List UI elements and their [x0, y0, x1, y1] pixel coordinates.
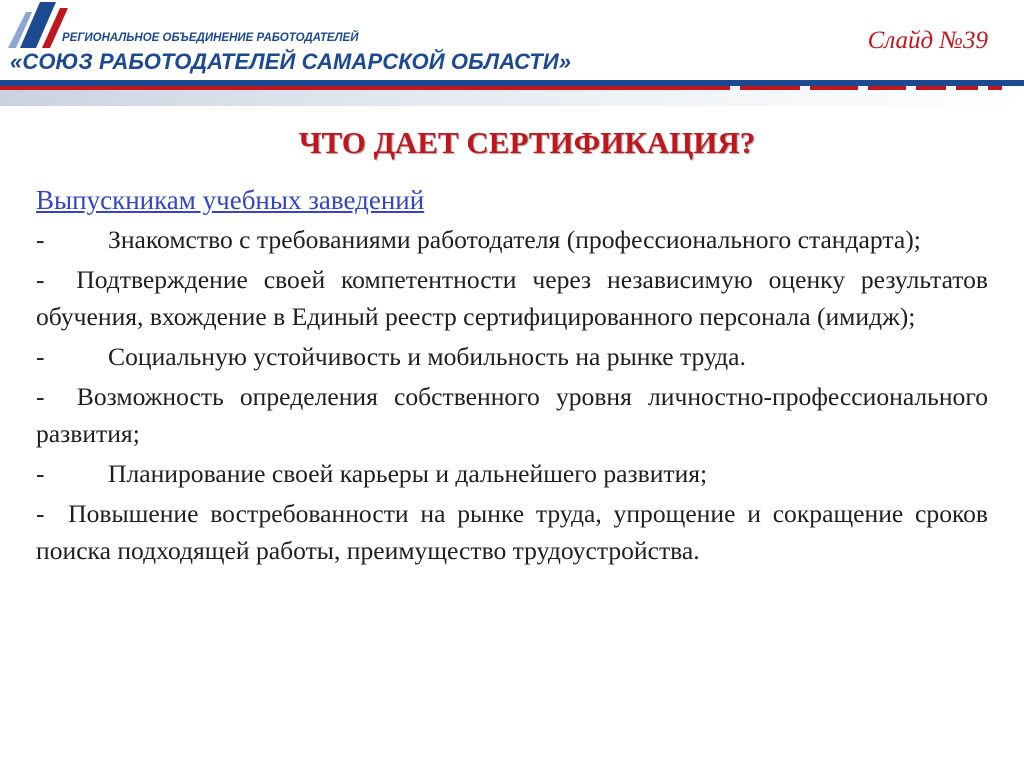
org-name: «СОЮЗ РАБОТОДАТЕЛЕЙ САМАРСКОЙ ОБЛАСТИ» — [10, 49, 572, 74]
list-item — [36, 455, 988, 492]
slide-title: ЧТО ДАЕТ СЕРТИФИКАЦИЯ? — [298, 125, 756, 160]
list-item-text: Повышение востребованности на рынке труда, упрощение и сокращение сроков поиска подходящей работы, преимущество трудоустройства. — [36, 499, 989, 565]
red-dash-4 — [868, 86, 906, 90]
list-item-text: Подтверждение своей компетентности через независимую оценку результатов обучения, вхождение в Единый реестр сертифицированного персонала (имидж); — [36, 265, 988, 331]
red-stripe — [0, 86, 660, 90]
list-item — [36, 261, 988, 335]
union-logo-icon — [6, 0, 78, 52]
org-subtitle: РЕГИОНАЛЬНОЕ ОБЪЕДИНЕНИЕ РАБОТОДАТЕЛЕЙ — [62, 32, 359, 44]
section-heading: Выпускникам учебных заведений — [36, 185, 425, 215]
list-item-text: Социальную устойчивость и мобильность на рынке труда. — [108, 342, 746, 371]
blue-stripe — [0, 80, 1024, 86]
list-dash: - — [36, 499, 57, 528]
red-dash-1 — [660, 86, 730, 90]
list-item — [36, 338, 988, 375]
red-dash-2 — [740, 86, 800, 90]
list-item-text: Знакомство с требованиями работодателя (профессионального стандарта); — [108, 225, 921, 254]
list-item-text: Возможность определения собственного уровня личностно-профессионального развития; — [36, 382, 989, 448]
red-dash-3 — [810, 86, 858, 90]
list-item — [36, 378, 988, 452]
red-dash-6 — [956, 86, 978, 90]
list-dash: - — [36, 382, 61, 411]
red-dash-7 — [988, 86, 1002, 90]
list-dash: - — [36, 342, 45, 371]
list-item — [36, 495, 988, 569]
list-dash: - — [36, 225, 45, 254]
list-item-text: Планирование своей карьеры и дальнейшего развития; — [108, 459, 708, 488]
list-dash: - — [36, 459, 45, 488]
list-item — [36, 221, 988, 258]
red-dash-5 — [916, 86, 946, 90]
list-dash: - — [36, 265, 61, 294]
slide-content — [36, 182, 988, 572]
slide-number: Слайд №39 — [867, 27, 988, 54]
